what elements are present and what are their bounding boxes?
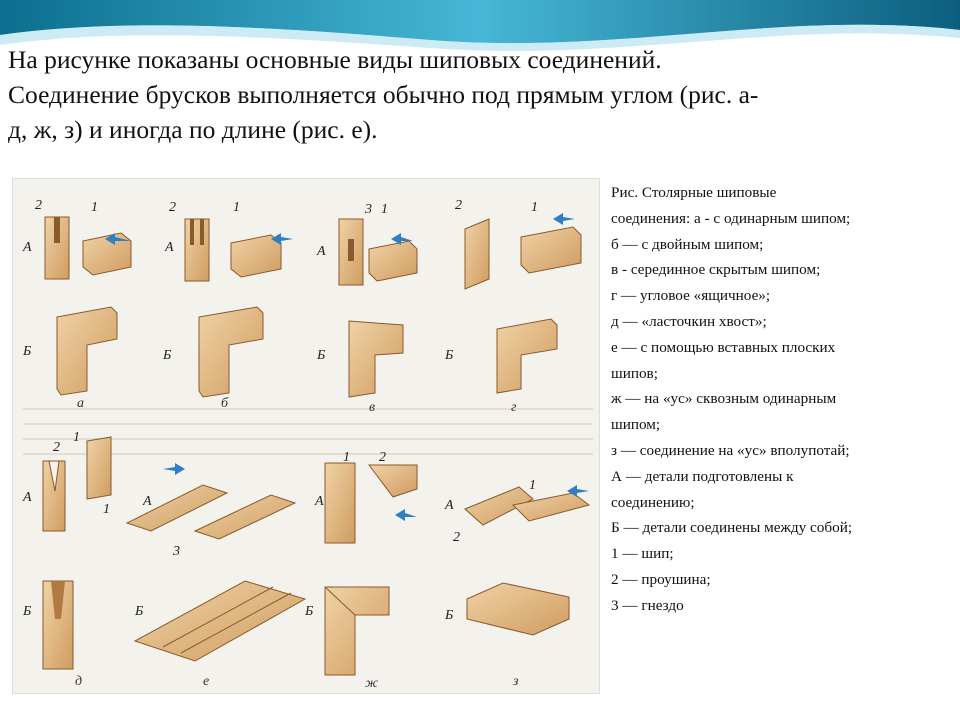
caption-line: д — «ласточкин хвост»; bbox=[611, 312, 767, 330]
svg-text:2: 2 bbox=[53, 440, 60, 455]
svg-text:1: 1 bbox=[233, 200, 240, 215]
caption-line: е — с помощью вставных плоских bbox=[611, 338, 836, 356]
joint-a-joined bbox=[57, 307, 117, 395]
intro-line-3: д, ж, з) и иногда по длине (рис. е). bbox=[8, 115, 378, 144]
svg-text:Б: Б bbox=[445, 608, 454, 623]
joint-d-joined bbox=[43, 581, 73, 669]
joint-g-joined bbox=[497, 319, 557, 393]
caption-line: Рис. Столярные шиповые bbox=[611, 184, 777, 201]
joint-b-prepared bbox=[185, 219, 281, 281]
caption-line: А — детали подготовлены к bbox=[611, 467, 794, 485]
joint-e-prepared bbox=[127, 485, 295, 539]
svg-text:2: 2 bbox=[35, 198, 42, 213]
caption-line: в - серединное скрытым шипом; bbox=[611, 261, 821, 279]
svg-text:Б: Б bbox=[23, 344, 32, 359]
svg-text:а: а bbox=[77, 396, 84, 411]
svg-text:3: 3 bbox=[173, 544, 180, 559]
svg-text:1: 1 bbox=[529, 478, 536, 493]
caption-line: г — угловое «ящичное»; bbox=[611, 287, 771, 305]
figure-caption bbox=[611, 180, 956, 619]
caption-line: 3 — гнездо bbox=[611, 596, 684, 614]
joinery-figure bbox=[12, 178, 600, 694]
intro-line-1: На рисунке показаны основные виды шиповых соединений. bbox=[8, 45, 662, 74]
caption-line: 1 — шип; bbox=[611, 545, 674, 563]
svg-text:Б: Б bbox=[305, 604, 314, 619]
svg-text:А: А bbox=[445, 498, 454, 513]
svg-text:2: 2 bbox=[379, 450, 386, 465]
svg-text:1: 1 bbox=[343, 450, 350, 465]
svg-text:б: б bbox=[221, 396, 229, 411]
svg-text:1: 1 bbox=[103, 502, 110, 517]
svg-text:А: А bbox=[165, 240, 174, 255]
caption-line: Б — детали соединены между собой; bbox=[611, 519, 853, 537]
caption-line: соединению; bbox=[611, 493, 695, 511]
svg-text:А: А bbox=[23, 240, 32, 255]
svg-text:з: з bbox=[513, 674, 519, 689]
joint-a-prepared bbox=[45, 217, 131, 279]
svg-text:Б: Б bbox=[317, 348, 326, 363]
svg-text:д: д bbox=[75, 674, 83, 689]
svg-text:е: е bbox=[203, 674, 210, 689]
joint-v-prepared bbox=[339, 219, 417, 285]
svg-text:1: 1 bbox=[531, 200, 538, 215]
joint-zh-prepared bbox=[325, 463, 417, 543]
svg-text:Б: Б bbox=[23, 604, 32, 619]
state-labels bbox=[22, 240, 454, 623]
svg-text:2: 2 bbox=[455, 198, 462, 213]
svg-text:1: 1 bbox=[381, 202, 388, 217]
caption-line: з — соединение на «ус» вполупотай; bbox=[611, 441, 850, 459]
intro-line-2: Соединение брусков выполняется обычно под прямым углом (рис. а- bbox=[8, 80, 759, 109]
caption-line: 2 — проушина; bbox=[611, 570, 711, 588]
svg-text:Б: Б bbox=[445, 348, 454, 363]
joint-z-joined bbox=[467, 583, 569, 635]
svg-text:в: в bbox=[369, 400, 376, 415]
svg-text:А: А bbox=[23, 490, 32, 505]
joint-e-joined bbox=[135, 581, 305, 661]
svg-text:г: г bbox=[511, 400, 517, 415]
svg-text:А: А bbox=[143, 494, 152, 509]
caption-line: шипов; bbox=[611, 364, 658, 382]
svg-text:А: А bbox=[317, 244, 326, 259]
joint-zh-joined bbox=[325, 587, 389, 675]
joint-g-prepared bbox=[465, 219, 581, 289]
svg-text:2: 2 bbox=[169, 200, 176, 215]
joint-v-joined bbox=[349, 321, 403, 397]
joint-b-joined bbox=[199, 307, 263, 397]
joinery-illustration bbox=[13, 179, 599, 693]
caption-line: шипом; bbox=[611, 416, 661, 434]
svg-text:Б: Б bbox=[163, 348, 172, 363]
caption-line: б — с двойным шипом; bbox=[611, 235, 764, 253]
svg-text:3: 3 bbox=[365, 202, 372, 217]
caption-line: соединения: а - с одинарным шипом; bbox=[611, 209, 851, 227]
svg-text:1: 1 bbox=[73, 430, 80, 445]
svg-text:2: 2 bbox=[453, 530, 460, 545]
svg-text:Б: Б bbox=[135, 604, 144, 619]
svg-text:А: А bbox=[315, 494, 324, 509]
svg-text:1: 1 bbox=[91, 200, 98, 215]
svg-text:ж: ж bbox=[365, 676, 379, 691]
intro-text bbox=[8, 42, 953, 147]
caption-line: ж — на «ус» сквозным одинарным bbox=[611, 390, 837, 408]
